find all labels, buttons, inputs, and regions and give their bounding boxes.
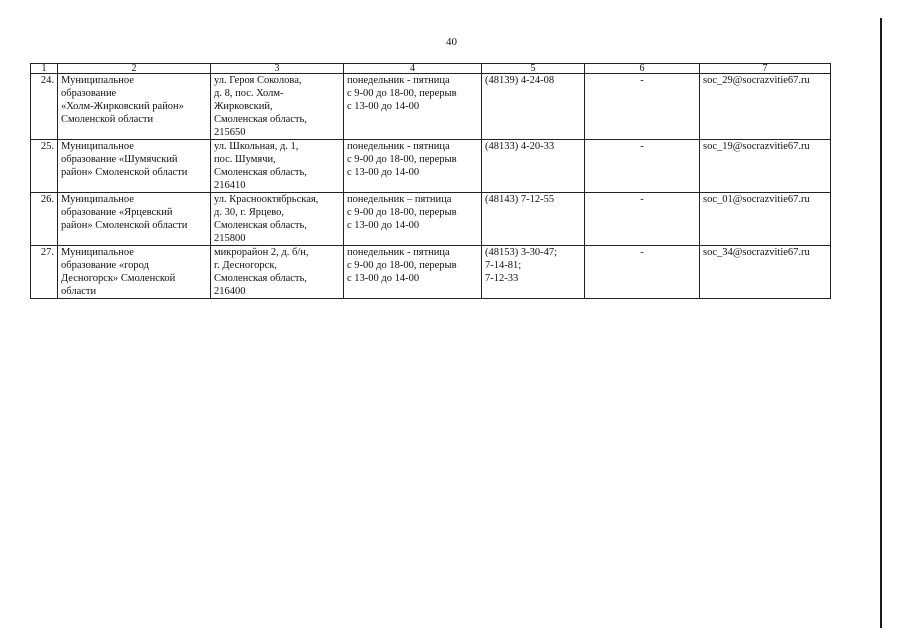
municipality-name-line: Муниципальное [61,75,134,86]
phone-line: (48139) 4-24-08 [485,75,555,86]
hours-line: с 9-00 до 18-00, перерыв [347,207,457,218]
phone-line: 7-12-33 [485,273,519,284]
table-row [31,246,831,299]
row-number-cell [31,140,58,193]
email-address: soc_29@socrazvitie67.ru [703,75,810,86]
email-address: soc_34@socrazvitie67.ru [703,247,810,258]
municipality-cell [58,193,211,246]
municipality-name-line: Муниципальное [61,194,134,205]
hours-line: с 9-00 до 18-00, перерыв [347,88,457,99]
email-address: soc_01@socrazvitie67.ru [703,194,810,205]
address-line: ул. Школьная, д. 1, [214,141,299,152]
hours-line: с 13-00 до 14-00 [347,273,420,284]
address-line: 216400 [214,286,246,297]
phone-cell [482,193,585,246]
email-cell [700,193,831,246]
municipality-name-line: образование «Ярцевский [61,207,173,218]
hours-line: понедельник - пятница [347,247,450,258]
hours-cell [344,193,482,246]
address-line: ул. Краснооктябрьская, [214,194,319,205]
municipality-name-line: Смоленской области [61,114,154,125]
address-cell [211,193,344,246]
column6-value: - [640,75,644,86]
email-address: soc_19@socrazvitie67.ru [703,141,810,152]
row-number-cell [31,74,58,140]
address-line: д. 8, пос. Холм- [214,88,284,99]
address-line: г. Десногорск, [214,260,278,271]
municipality-name-line: Десногорск» Смоленской [61,273,176,284]
column6-value: - [640,141,644,152]
column-header: 5 [482,64,585,74]
column-header: 7 [700,64,831,74]
address-line: Смоленская область, [214,273,307,284]
address-cell [211,74,344,140]
hours-line: с 13-00 до 14-00 [347,220,420,231]
address-line: Смоленская область, [214,220,307,231]
address-line: микрорайон 2, д. б/н, [214,247,309,258]
table-row [31,140,831,193]
column6-value: - [640,194,644,205]
address-line: Жирковский, [214,101,273,112]
address-line: 216410 [214,180,246,191]
municipality-cell [58,74,211,140]
phone-cell [482,74,585,140]
row-number: 26. [40,194,54,205]
directory-table [30,63,831,299]
address-line: д. 30, г. Ярцево, [214,207,285,218]
hours-line: с 13-00 до 14-00 [347,101,420,112]
hours-line: понедельник - пятница [347,75,450,86]
municipality-name-line: области [61,286,97,297]
row-number-cell [31,193,58,246]
address-line: Смоленская область, [214,114,307,125]
page-edge-rule [880,18,882,628]
municipality-cell [58,140,211,193]
hours-cell [344,74,482,140]
hours-line: с 9-00 до 18-00, перерыв [347,260,457,271]
municipality-name-line: «Холм-Жирковский район» [61,101,184,112]
email-cell [700,246,831,299]
email-cell [700,74,831,140]
municipality-name-line: Муниципальное [61,141,134,152]
row-number: 24. [40,75,54,86]
table-body [31,74,831,299]
address-cell [211,246,344,299]
email-cell [700,140,831,193]
hours-line: с 9-00 до 18-00, перерыв [347,154,457,165]
hours-line: понедельник - пятница [347,141,450,152]
row-number: 25. [40,141,54,152]
address-line: Смоленская область, [214,167,307,178]
column6-cell [585,193,700,246]
column6-cell [585,74,700,140]
address-line: 215800 [214,233,246,244]
row-number: 27. [40,247,54,258]
phone-line: (48133) 4-20-33 [485,141,555,152]
municipality-cell [58,246,211,299]
municipality-name-line: образование «Шумячский [61,154,178,165]
column-header: 4 [344,64,482,74]
phone-line: (48143) 7-12-55 [485,194,555,205]
column-header: 6 [585,64,700,74]
address-line: 215650 [214,127,246,138]
row-number-cell [31,246,58,299]
table-row [31,74,831,140]
phone-cell [482,140,585,193]
municipality-name-line: образование «город [61,260,149,271]
column6-cell [585,140,700,193]
column6-value: - [640,247,644,258]
address-line: пос. Шумячи, [214,154,276,165]
phone-cell [482,246,585,299]
municipality-name-line: образование [61,88,117,99]
column6-cell [585,246,700,299]
page-number: 40 [446,36,457,48]
hours-cell [344,140,482,193]
column-header: 2 [58,64,211,74]
address-line: ул. Героя Соколова, [214,75,302,86]
header-row [31,64,831,74]
hours-line: с 13-00 до 14-00 [347,167,420,178]
column-header: 1 [31,64,58,74]
column-header: 3 [211,64,344,74]
municipality-name-line: район» Смоленской области [61,220,188,231]
table-row [31,193,831,246]
municipality-name-line: Муниципальное [61,247,134,258]
address-cell [211,140,344,193]
municipality-name-line: район» Смоленской области [61,167,188,178]
hours-line: понедельник – пятница [347,194,452,205]
phone-line: 7-14-81; [485,260,522,271]
phone-line: (48153) 3-30-47; [485,247,558,258]
hours-cell [344,246,482,299]
